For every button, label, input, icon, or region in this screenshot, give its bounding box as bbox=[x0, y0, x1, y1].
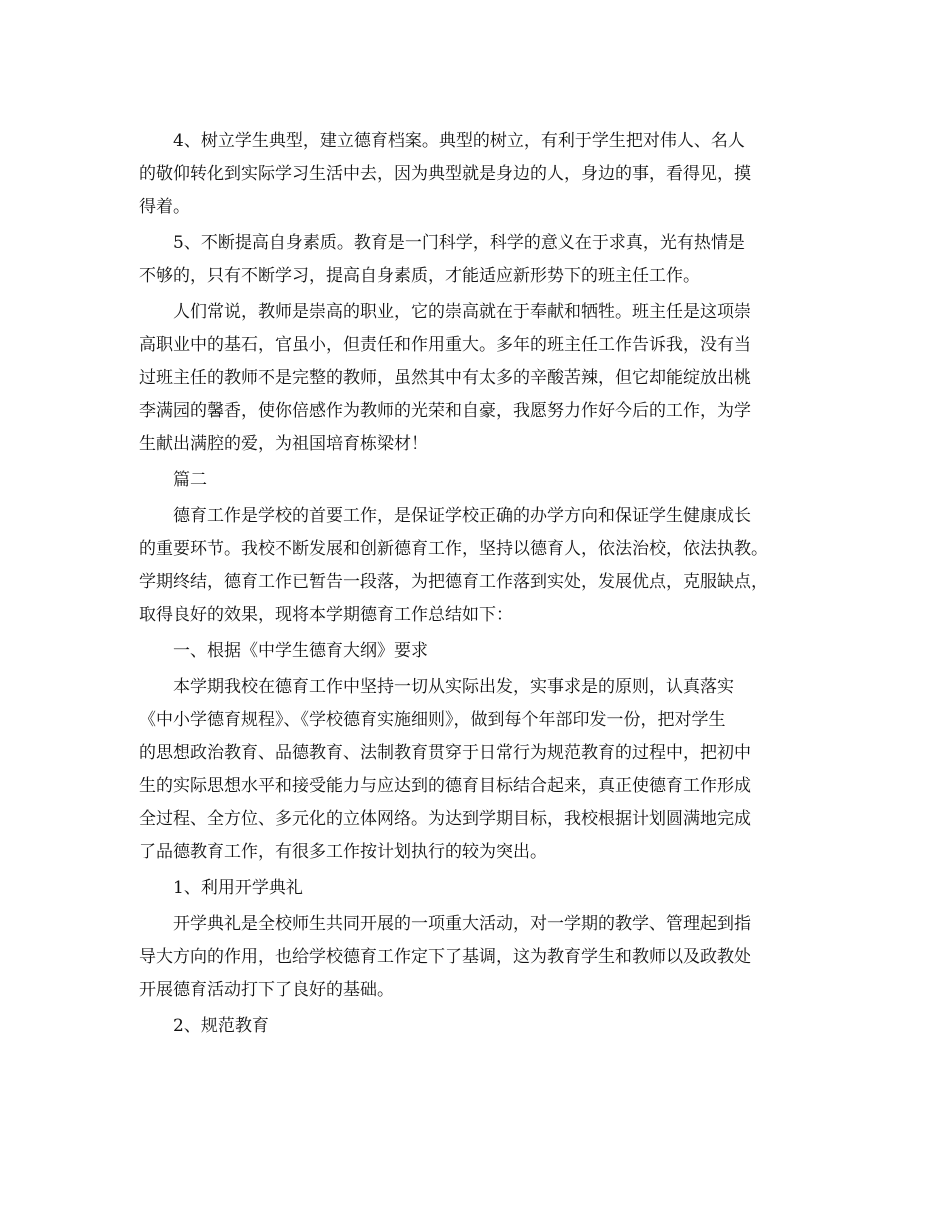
section-heading bbox=[139, 468, 803, 492]
text-line: 《中小学德育规程》、《学校德育实施细则》，做到每个年部印发一份，把对学生 bbox=[139, 710, 726, 730]
text-line: 得着。 bbox=[139, 197, 190, 217]
text-line: 的重要环节。我校不断发展和创新德育工作，坚持以德育人，依法治校，依法执教。 bbox=[139, 539, 768, 559]
paragraph bbox=[139, 912, 803, 1002]
text-line: 人们常说，教师是崇高的职业，它的崇高就在于奉献和牺牲。班主任是这项崇 bbox=[173, 302, 751, 322]
text-line: 学期终结，德育工作已暂告一段落，为把德育工作落到实处，发展优点，克服缺点， bbox=[139, 572, 768, 592]
text-line: 的思想政治教育、品德教育、法制教育贯穿于日常行为规范教育的过程中，把初中 bbox=[139, 743, 751, 763]
text-line: 全过程、全方位、多元化的立体网络。为达到学期目标，我校根据计划圆满地完成 bbox=[139, 809, 751, 829]
text-line: 4、树立学生典型，建立德育档案。典型的树立，有利于学生把对伟人、名人 bbox=[173, 131, 745, 151]
text-line: 不够的，只有不断学习，提高自身素质，才能适应新形势下的班主任工作。 bbox=[139, 266, 700, 286]
heading-line: 篇二 bbox=[173, 470, 207, 490]
subheading bbox=[139, 639, 803, 663]
subheading bbox=[139, 876, 803, 900]
text-line: 开学典礼是全校师生共同开展的一项重大活动，对一学期的教学、管理起到指 bbox=[173, 914, 751, 934]
text-line: 高职业中的基石，官虽小，但责任和作用重大。多年的班主任工作告诉我，没有当 bbox=[139, 335, 751, 355]
heading-line: 1、利用开学典礼 bbox=[173, 878, 303, 898]
text-line: 生的实际思想水平和接受能力与应达到的德育目标结合起来，真正使德育工作形成 bbox=[139, 776, 751, 796]
paragraph bbox=[139, 300, 803, 456]
document-body bbox=[139, 129, 803, 1038]
paragraph bbox=[139, 231, 803, 288]
text-line: 取得良好的效果，现将本学期德育工作总结如下： bbox=[139, 605, 513, 625]
text-line: 生献出满腔的爱，为祖国培育栋梁材！ bbox=[139, 434, 428, 454]
paragraph bbox=[139, 675, 803, 864]
text-line: 本学期我校在德育工作中坚持一切从实际出发，实事求是的原则，认真落实 bbox=[173, 677, 734, 697]
text-line: 5、不断提高自身素质。教育是一门科学，科学的意义在于求真，光有热情是 bbox=[173, 233, 745, 253]
paragraph bbox=[139, 504, 803, 627]
text-line: 导大方向的作用，也给学校德育工作定下了基调，这为教育学生和教师以及政教处 bbox=[139, 947, 751, 967]
text-line: 开展德育活动打下了良好的基础。 bbox=[139, 980, 394, 1000]
text-line: 德育工作是学校的首要工作，是保证学校正确的办学方向和保证学生健康成长 bbox=[173, 506, 751, 526]
heading-line: 一、根据《中学生德育大纲》要求 bbox=[173, 641, 428, 661]
text-line: 过班主任的教师不是完整的教师，虽然其中有太多的辛酸苦辣，但它却能绽放出桃 bbox=[139, 368, 751, 388]
heading-line: 2、规范教育 bbox=[173, 1016, 269, 1036]
text-line: 了品德教育工作，有很多工作按计划执行的较为突出。 bbox=[139, 842, 547, 862]
paragraph bbox=[139, 129, 803, 219]
subheading bbox=[139, 1014, 803, 1038]
text-line: 的敬仰转化到实际学习生活中去，因为典型就是身边的人，身边的事，看得见，摸 bbox=[139, 164, 751, 184]
text-line: 李满园的馨香，使你倍感作为教师的光荣和自豪，我愿努力作好今后的工作，为学 bbox=[139, 401, 751, 421]
